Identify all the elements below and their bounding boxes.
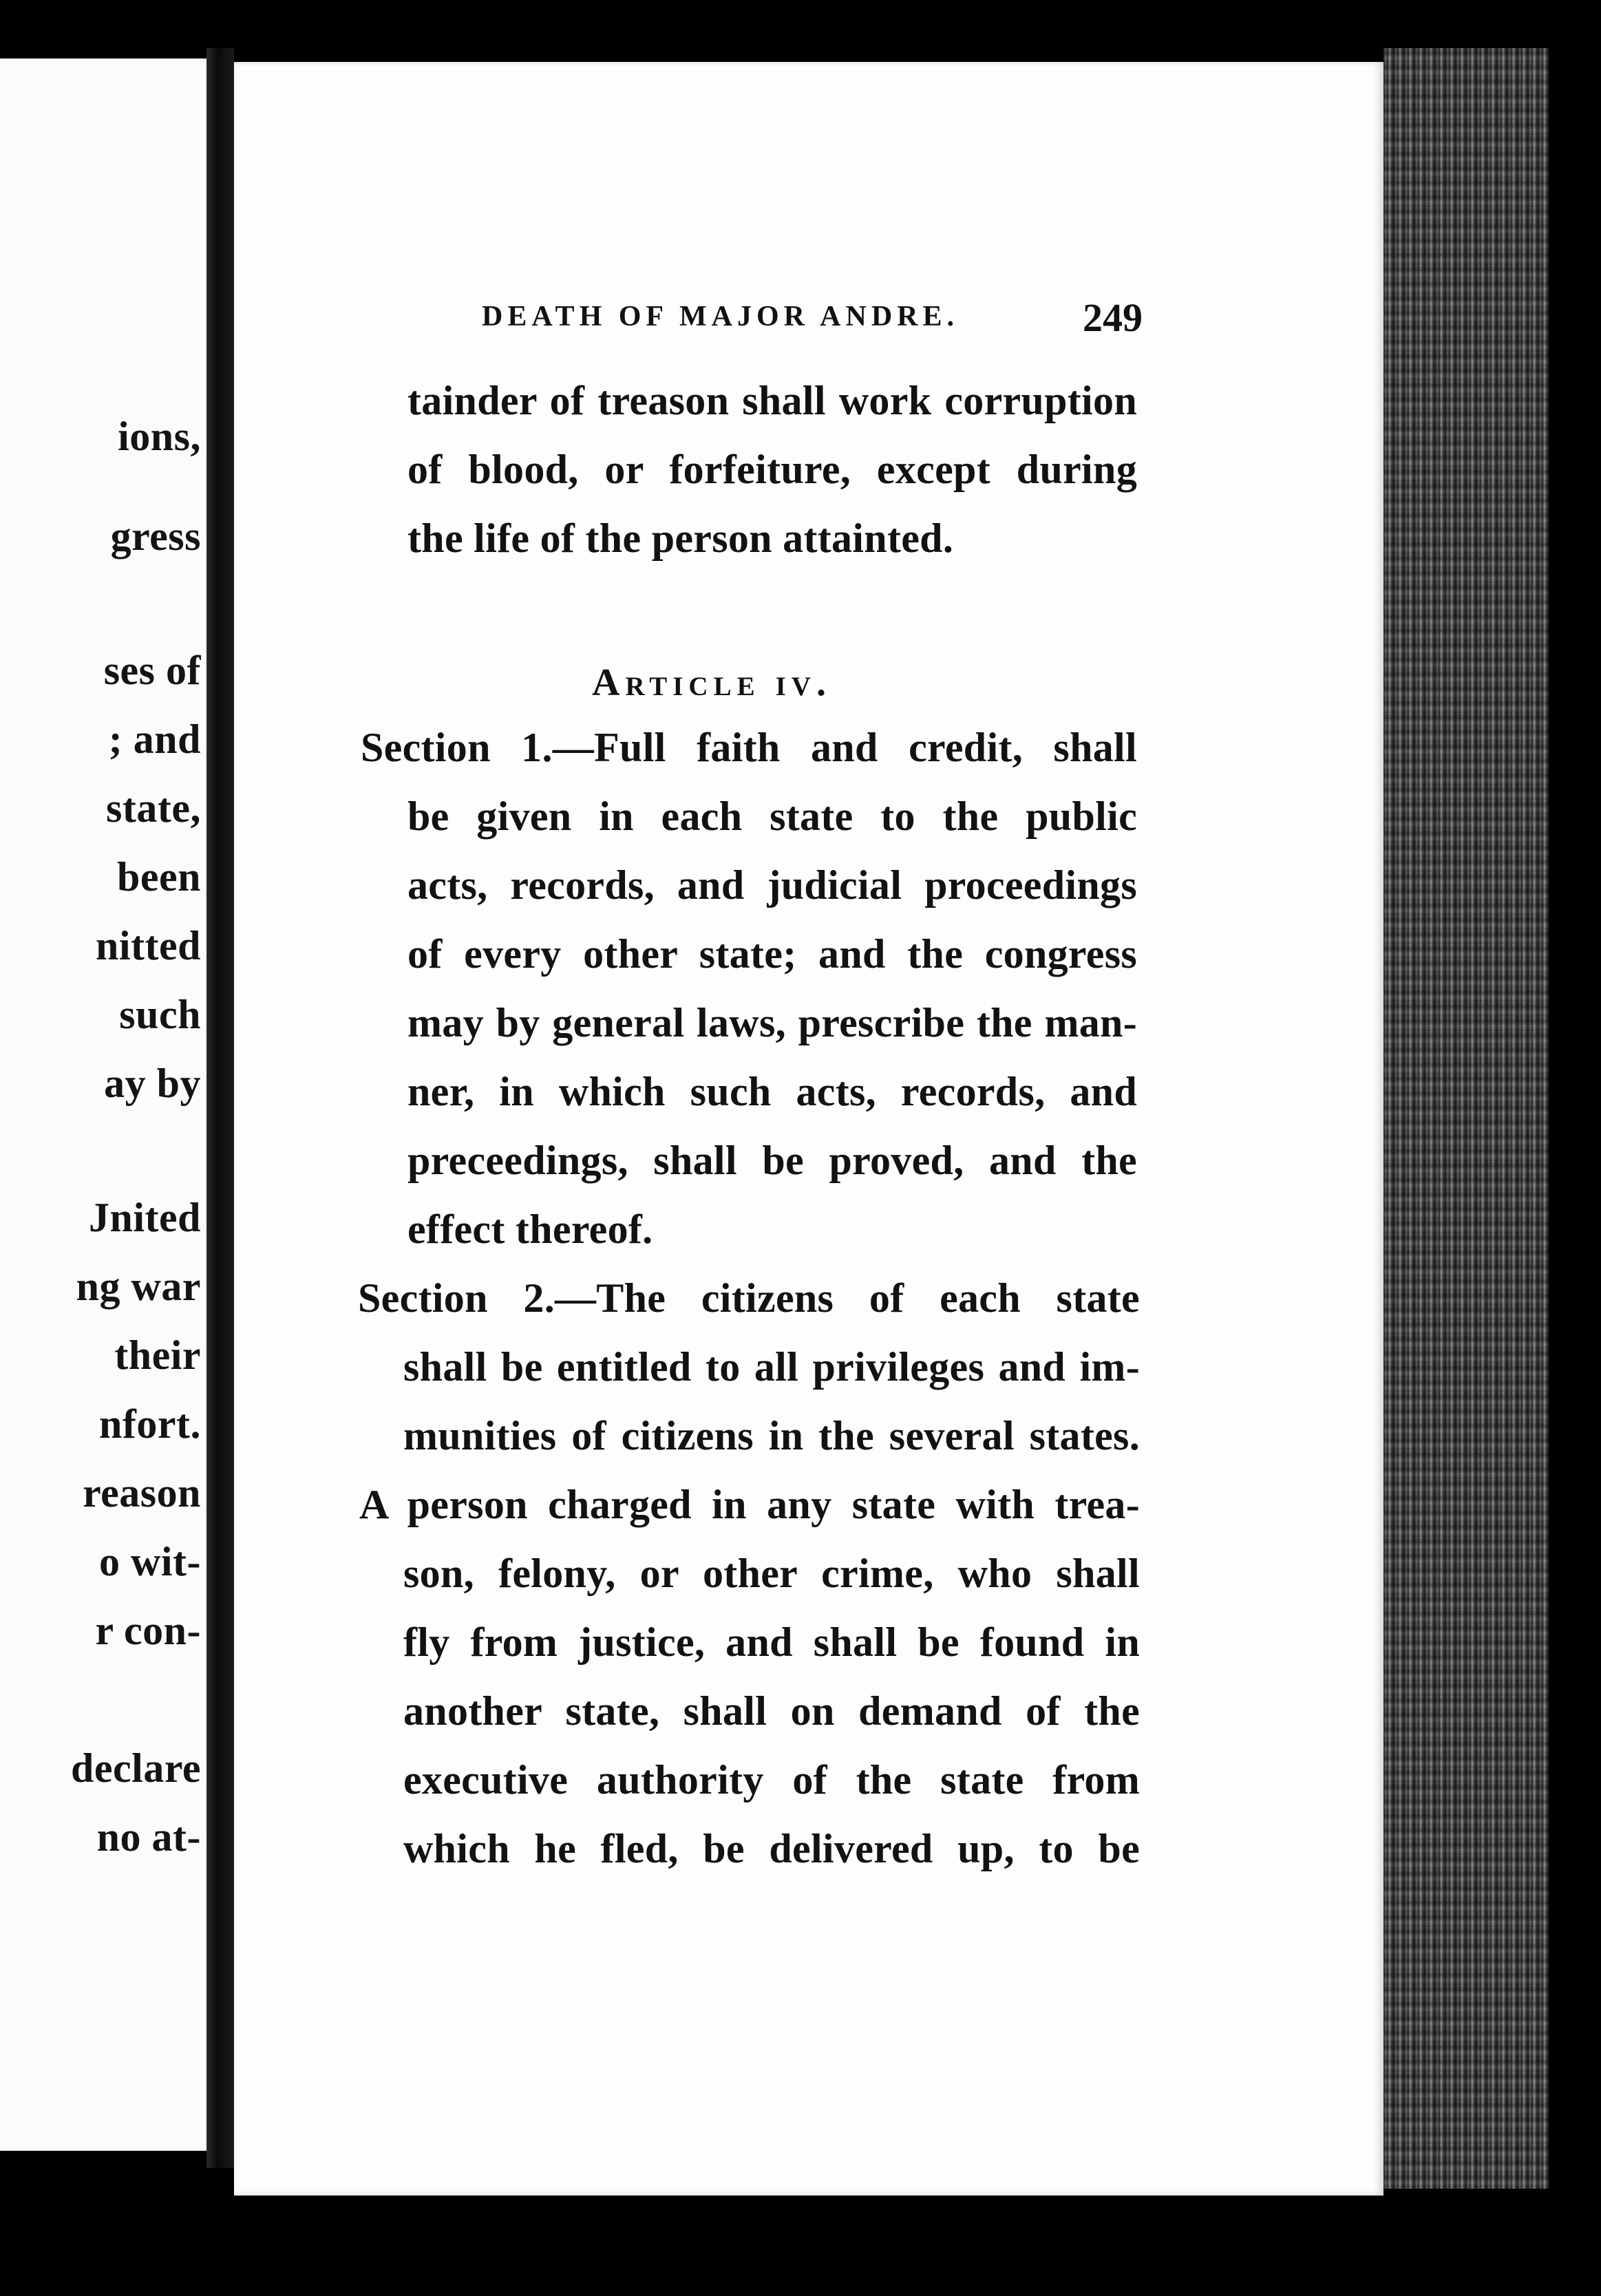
text-line: of every other state; and the congress (407, 931, 1137, 977)
text-line: of blood, or forfeiture, except during (407, 447, 1137, 492)
text-line: be given in each state to the public (407, 794, 1137, 839)
book-gutter (206, 48, 234, 2168)
text-line: ner, in which such acts, records, and (407, 1069, 1137, 1114)
text-line: the life of the person attainted. (407, 515, 954, 561)
text-line: fly from justice, and shall be found in (403, 1619, 1140, 1665)
left-page-line-fragment: been (117, 854, 201, 900)
text-line: shall be entitled to all privileges and im- (403, 1344, 1140, 1390)
text-line: another state, shall on demand of the (403, 1688, 1140, 1734)
left-page-line-fragment: nfort. (99, 1401, 201, 1447)
left-page-line-fragment: ng war (76, 1264, 201, 1309)
left-page-line-fragment: no at- (96, 1814, 201, 1860)
left-page-line-fragment: ions, (118, 414, 201, 459)
left-page-line-fragment: state, (106, 785, 201, 831)
running-head-title: DEATH OF MAJOR ANDRE. (482, 301, 959, 332)
text-line: preceedings, shall be proved, and the (407, 1138, 1137, 1183)
left-page-line-fragment: ; and (108, 716, 201, 762)
text-line: son, felony, or other crime, who shall (403, 1551, 1140, 1596)
left-page-line-fragment: r con- (95, 1608, 201, 1653)
text-line: effect thereof. (407, 1207, 653, 1252)
left-page-line-fragment: ay by (104, 1061, 201, 1106)
section-heading-line: Section 2.—The citizens of each state (358, 1275, 1140, 1321)
left-page-line-fragment: declare (71, 1745, 201, 1791)
left-page (0, 59, 206, 2151)
left-page-line-fragment: o wit- (99, 1539, 201, 1584)
text-line: munities of citizens in the several states. (403, 1413, 1140, 1458)
article-heading: Article iv. (592, 661, 831, 704)
left-page-line-fragment: reason (83, 1470, 201, 1516)
page-number: 249 (1083, 295, 1143, 340)
text-line: may by general laws, prescribe the man- (407, 1000, 1137, 1045)
left-page-line-fragment: Jnited (88, 1195, 201, 1240)
text-line: which he fled, be delivered up, to be (403, 1826, 1140, 1871)
section-heading-line: Section 1.—Full faith and credit, shall (361, 725, 1137, 770)
page-edge (1383, 48, 1549, 2189)
text-line: A person charged in any state with trea- (359, 1482, 1140, 1527)
text-line: tainder of treason shall work corruption (407, 378, 1137, 423)
text-line: acts, records, and judicial proceedings (407, 862, 1137, 908)
text-line: executive authority of the state from (403, 1757, 1140, 1803)
running-head (482, 295, 1143, 343)
left-page-line-fragment: such (119, 992, 201, 1037)
left-page-line-fragment: their (114, 1332, 201, 1378)
left-page-line-fragment: nitted (96, 923, 201, 968)
left-page-line-fragment: gress (110, 513, 201, 559)
left-page-line-fragment: ses of (103, 648, 201, 693)
